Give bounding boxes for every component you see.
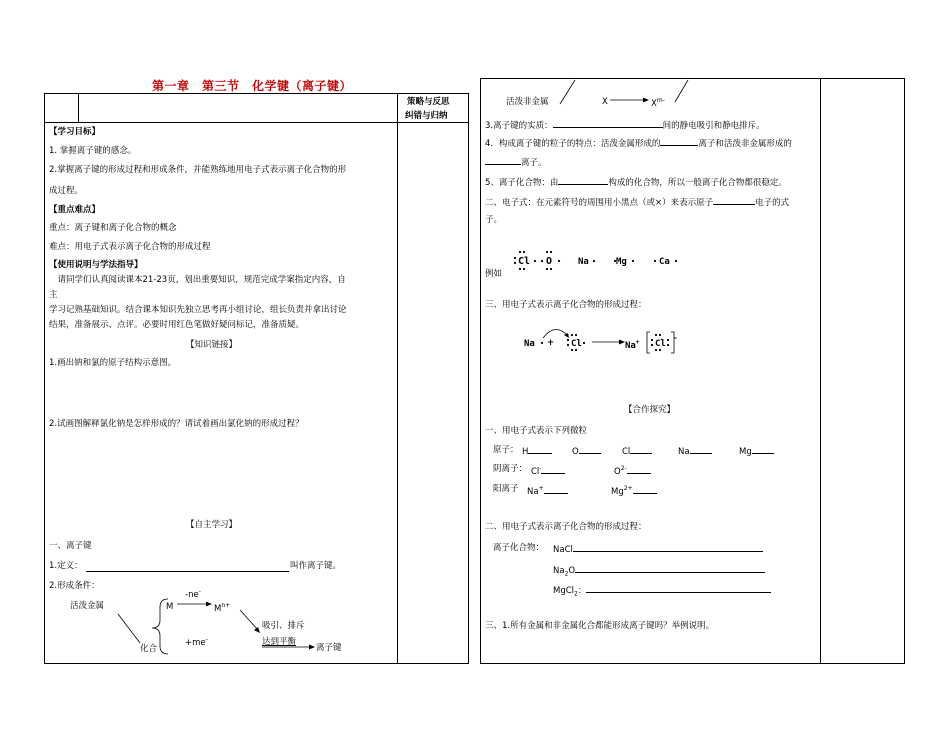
f-chlorine: Cl (571, 339, 582, 349)
cation-mg: $Mg^{2+}$ (611, 483, 657, 498)
diagram-cation-to-attract (240, 610, 258, 630)
r-q6: 二、电子式：在元素符号的周围用小黑点（或×）来表示原子 电子的式 (485, 195, 789, 209)
goal-1: 1. 掌握离子键的感念。 (49, 146, 137, 156)
atom-na: Na (678, 444, 712, 458)
condition-label: 2.形成条件： (49, 581, 100, 591)
diagram-attract-repel: 吸引、排斥 (262, 621, 305, 631)
left-table-bottom (44, 663, 469, 664)
anion-cl-blank[interactable] (541, 464, 565, 474)
compound-na2o-blank[interactable] (575, 563, 765, 573)
atoms-label: 原子： (493, 445, 519, 455)
f-sodium-ion: Na+ (625, 339, 640, 351)
link-q1: 1.画出钠和氯的原子结构示意图。 (49, 358, 177, 368)
f-bracket-left (647, 332, 650, 353)
r-q4-cont: 离子。 (485, 155, 547, 169)
definition-label: 1.定义： (49, 561, 83, 571)
compound-nacl-blank[interactable] (573, 542, 763, 552)
cation-label: 阳离子 (493, 484, 519, 494)
r-q3-blank[interactable] (553, 118, 663, 128)
r-q4: 4．构成离子键的粒子的特点：活泼金属形成的 离子和活泼非金属形成的 (485, 136, 792, 150)
usage-line-3: 学习记熟基础知识。结合课本知识先独立思考再小组讨论，组长负责并拿出讨论 (49, 305, 347, 315)
definition-tail: 叫作离子键。 (290, 561, 342, 571)
atom-mg-blank[interactable] (752, 444, 774, 454)
coop-heading: 【合作探究】 (624, 405, 676, 415)
nacl-formation-graphic (480, 320, 700, 360)
anion-o: $O^{2-}$ (614, 463, 651, 478)
f-bracket-right (671, 332, 674, 353)
f-chloride: Cl (655, 339, 666, 349)
formation-diagram-lines (0, 0, 470, 663)
difficulty-point: 难点：用电子式表示离子化合物的形成过程 (49, 242, 211, 252)
usage-line-4: 结果，准备展示、点评。必要时用红色笔做好疑问标记，准备质疑。 (49, 320, 305, 330)
r-q6-blank[interactable] (713, 195, 755, 205)
compound-nacl: NaCl (553, 542, 763, 556)
link-heading: 【知识链接】 (186, 340, 238, 350)
example-label: 例如 (485, 269, 503, 279)
compound-mgcl2: MgCl$_2$： (553, 583, 771, 601)
atom-h-blank[interactable] (528, 444, 552, 454)
f-chloride-charge: - (674, 334, 677, 342)
goal-2b: 成过程。 (49, 186, 84, 196)
diagram-metal-to-combine (118, 614, 140, 643)
nonmetal-diagram-lines (480, 78, 820, 118)
page-title: 第一章 第三节 化学键（离子键） (152, 79, 353, 93)
key-point: 重点：离子键和离子化合物的概念 (49, 223, 177, 233)
diagram-combine: 化合 (140, 644, 158, 654)
atom-cl-blank[interactable] (630, 444, 652, 454)
f-sodium: Na (524, 339, 535, 349)
section-ionic-bond: 一、离子键 (49, 541, 92, 551)
atom-h: H (522, 444, 552, 458)
anion-cl: Cl- (531, 463, 565, 478)
diagram-bracket (152, 599, 168, 654)
f-transfer-arrowhead (564, 333, 569, 338)
cation-mg-blank[interactable] (633, 484, 657, 494)
key-heading: 【重点难点】 (49, 205, 101, 215)
c-section-1: 一、用电子式表示下列微粒 (485, 426, 588, 436)
cation-na: Na+ (527, 483, 568, 498)
r-q5: 5、离子化合物：由 构成的化合物，所以一般离子化合物都很稳定。 (485, 175, 787, 189)
link-q2: 2.试画图解释氯化钠是怎样形成的？请试着画出氯化钠的形成过程？ (49, 419, 304, 429)
r-anion: $X^{m-}$ (651, 97, 665, 109)
right-table-right (904, 78, 905, 664)
atom-o: O (572, 444, 601, 458)
r-q4-blank-2[interactable] (485, 155, 521, 165)
right-table-left (480, 78, 481, 664)
goal-2a: 2.掌握离子键的形成过程和形成条件，并能熟练地用电子式表示离子化合物的形 (49, 165, 347, 175)
cation-na-blank[interactable] (544, 484, 568, 494)
atom-cl: Cl (622, 444, 652, 458)
diagram-attract-arrowhead (254, 627, 260, 633)
r-active-nonmetal: 活泼非金属 (506, 97, 549, 107)
diagram-ionic-bond: 离子键 (316, 643, 342, 653)
ex-oxygen: O (546, 256, 553, 267)
goals-heading: 【学习目标】 (49, 127, 101, 137)
f-plus: + (547, 338, 555, 348)
r-diagonal-left (560, 80, 575, 104)
anion-o-blank[interactable] (627, 464, 651, 474)
r-gain-arrowhead (643, 98, 649, 103)
usage-heading: 【使用说明与学法指导】 (49, 260, 143, 270)
r-q5-blank[interactable] (558, 175, 608, 185)
diagram-equilibrium: 达到平衡 (262, 637, 297, 647)
anion-label: 阴离子： (493, 464, 528, 474)
c-section-2: 二、用电子式表示离子化合物的形成过程： (485, 522, 647, 532)
f-transfer-curve (543, 329, 568, 338)
diagram-active-metal: 活泼金属 (70, 601, 105, 611)
ex-magnesium: Mg (616, 257, 627, 267)
usage-line-1: 请同学们认真阅读课本21-23页，划出重要知识，规范完成学案指定内容，自 (49, 275, 346, 285)
atom-na-blank[interactable] (690, 444, 712, 454)
atom-o-blank[interactable] (579, 444, 601, 454)
right-table-bottom (480, 663, 905, 664)
f-reaction-arrowhead (619, 340, 625, 345)
r-q3: 3.离子键的实质： 间的静电吸引和静电排斥。 (485, 118, 765, 132)
diagram-ionize-arrowhead (206, 602, 212, 607)
compound-mgcl2-blank[interactable] (586, 583, 771, 593)
diagram-lose-electrons: -ne- (185, 588, 201, 600)
r-q6-cont: 子。 (485, 215, 503, 225)
self-study-heading: 【自主学习】 (186, 520, 238, 530)
compound-label: 离子化合物： (493, 543, 545, 553)
compound-na2o: $Na_2O$ (553, 563, 765, 581)
right-column-divider (820, 78, 821, 664)
r-diagonal-right (675, 80, 688, 102)
ex-sodium: Na (578, 257, 589, 267)
r-nonmetal-atom: X (602, 97, 608, 107)
ex-calcium: Ca (659, 257, 670, 267)
diagram-gain-electrons: +me- (185, 636, 208, 648)
diagram-bond-arrowhead (309, 645, 315, 650)
ex-chlorine: Cl (518, 256, 531, 267)
strategy-header: 策略与反思 (407, 97, 450, 107)
diagram-metal-atom: M (166, 602, 174, 612)
usage-line-2: 主 (49, 290, 58, 300)
c-section-3: 三、1.所有金属和非金属化合都能形成离子键吗？举例说明。 (485, 621, 715, 631)
r-section-3: 三、用电子式表示离子化合物的形成过程： (485, 300, 647, 310)
electron-dots-examples (480, 240, 700, 280)
atom-mg: Mg (739, 444, 774, 458)
correction-header: 纠错与归纳 (405, 111, 448, 121)
diagram-metal-cation: $M^{n+}$ (214, 602, 231, 614)
r-q4-blank-1[interactable] (660, 136, 698, 146)
